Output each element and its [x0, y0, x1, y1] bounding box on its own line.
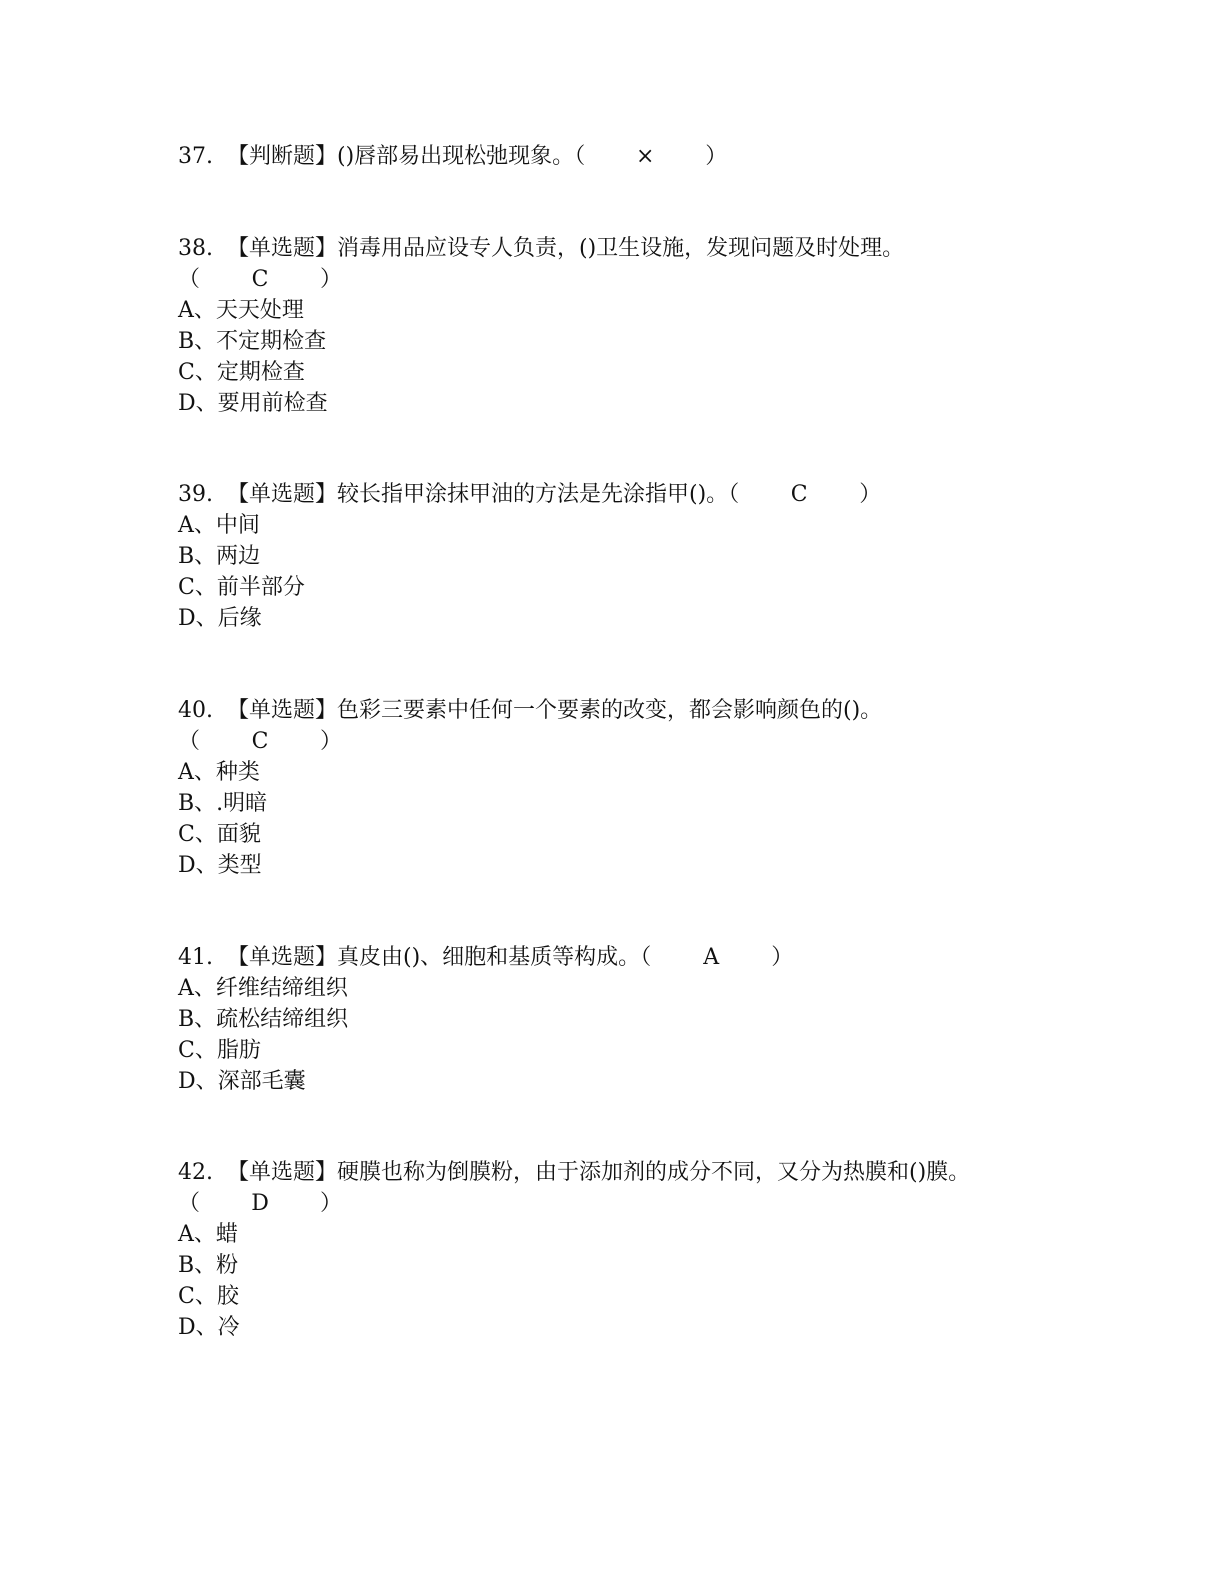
question-stem: 色彩三要素中任何一个要素的改变，都会影响颜色的()。: [337, 698, 883, 723]
option-d: D、要用前检查: [178, 391, 328, 416]
answer-mark: ×: [635, 144, 655, 169]
question-41: [178, 942, 1078, 1097]
option-c: C、前半部分: [178, 575, 305, 600]
question-type: 【单选题】: [227, 482, 338, 507]
option-b: B、不定期检查: [178, 329, 327, 354]
question-stem: ()唇部易出现松弛现象。: [337, 144, 575, 169]
question-37: [178, 141, 1078, 172]
question-stem: 真皮由()、细胞和基质等构成。: [337, 945, 641, 970]
answer-mark: C: [790, 482, 808, 507]
option-a: A、中间: [178, 513, 260, 538]
answer-bracket: （ × ）: [574, 144, 727, 169]
question-number: 40.: [178, 698, 213, 723]
question-number: 38.: [178, 236, 213, 261]
question-type: 【单选题】: [227, 698, 338, 723]
answer-mark: C: [251, 267, 269, 292]
answer-mark: C: [251, 729, 269, 754]
question-type: 【单选题】: [227, 945, 338, 970]
option-b: B、两边: [178, 544, 261, 569]
question-number: 42.: [178, 1160, 213, 1185]
question-42: [178, 1157, 1078, 1343]
option-a: A、纤维结缔组织: [178, 976, 348, 1001]
option-b: B、.明暗: [178, 791, 268, 816]
question-stem: 较长指甲涂抹甲油的方法是先涂指甲()。: [337, 482, 729, 507]
question-stem: 消毒用品应设专人负责，()卫生设施，发现问题及时处理。: [337, 236, 905, 261]
question-38: [178, 233, 1078, 419]
option-d: D、冷: [178, 1315, 240, 1340]
answer-mark: A: [703, 945, 720, 970]
option-c: C、脂肪: [178, 1038, 261, 1063]
option-b: B、粉: [178, 1253, 239, 1278]
answer-mark: D: [251, 1191, 269, 1216]
question-number: 41.: [178, 945, 213, 970]
option-a: A、蜡: [178, 1222, 238, 1247]
question-type: 【单选题】: [227, 1160, 338, 1185]
question-40: [178, 695, 1078, 881]
question-39: [178, 479, 1078, 634]
option-a: A、天天处理: [178, 298, 304, 323]
option-c: C、胶: [178, 1284, 239, 1309]
option-a: A、种类: [178, 760, 260, 785]
question-number: 39.: [178, 482, 213, 507]
option-d: D、深部毛囊: [178, 1069, 306, 1094]
option-c: C、面貌: [178, 822, 261, 847]
option-c: C、定期检查: [178, 360, 305, 385]
question-type: 【判断题】: [227, 144, 338, 169]
option-b: B、疏松结缔组织: [178, 1007, 349, 1032]
question-type: 【单选题】: [227, 236, 338, 261]
answer-bracket: （ C ）: [178, 726, 342, 757]
answer-bracket: （ A ）: [640, 945, 793, 970]
answer-bracket: （ C ）: [728, 482, 881, 507]
question-stem: 硬膜也称为倒膜粉，由于添加剂的成分不同，又分为热膜和()膜。: [337, 1160, 971, 1185]
question-number: 37.: [178, 144, 213, 169]
option-d: D、后缘: [178, 606, 262, 631]
answer-bracket: （ C ）: [178, 264, 342, 295]
option-d: D、类型: [178, 853, 262, 878]
answer-bracket: （ D ）: [178, 1188, 342, 1219]
